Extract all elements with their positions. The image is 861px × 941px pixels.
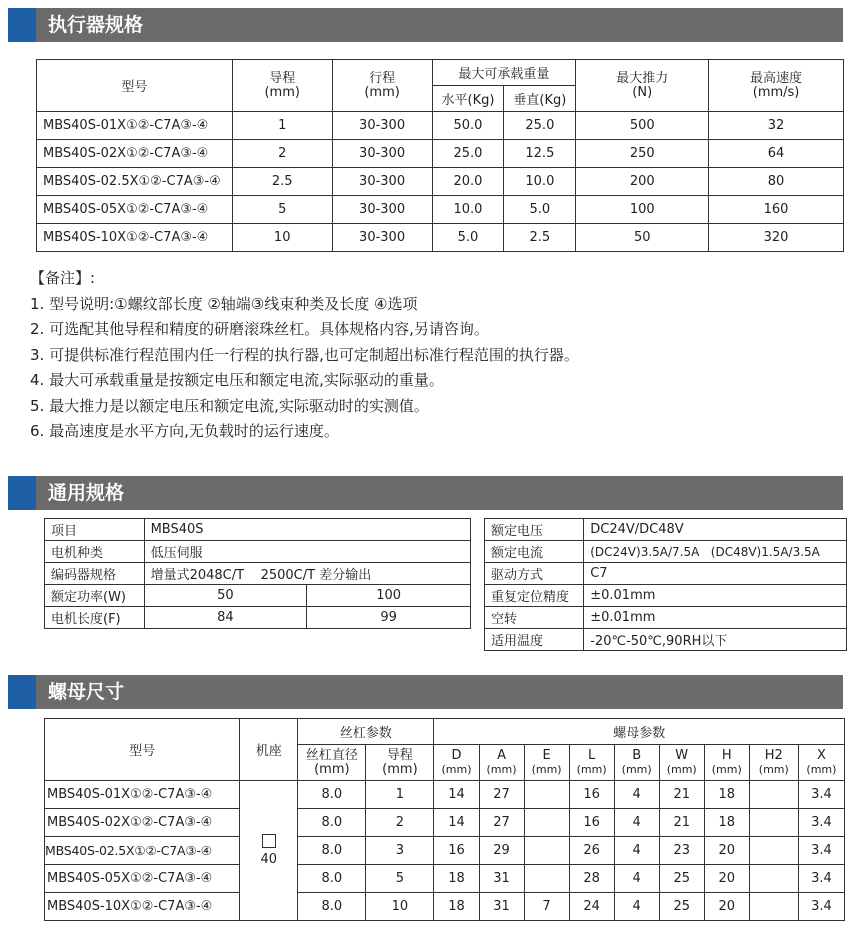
table-row: [45, 781, 845, 809]
value-power-b: 100: [307, 585, 471, 607]
cell-dia: 8.0: [298, 809, 366, 837]
cell-lead: 5: [232, 196, 332, 224]
header-col-l: L (mm): [569, 745, 614, 781]
table-row: [45, 865, 845, 893]
cell-lead: 10: [366, 893, 434, 921]
note-item: 6. 最高速度是水平方向,无负载时的运行速度。: [30, 422, 339, 440]
cell-speed: 32: [709, 112, 844, 140]
cell-model: MBS40S-05X①②-C7A③-④: [37, 196, 233, 224]
section-accent: [8, 8, 36, 42]
cell-w: 25: [659, 893, 704, 921]
label-temperature: 适用温度: [485, 629, 584, 651]
nut-size-table: [44, 718, 845, 921]
cell-x: 3.4: [798, 893, 844, 921]
label-repeat-accuracy: 重复定位精度: [485, 585, 584, 607]
note-item: 5. 最大推力是以额定电压和额定电流,实际驱动时的实测值。: [30, 396, 429, 415]
cell-lead: 10: [232, 224, 332, 252]
header-load-vertical: 垂直(Kg): [504, 86, 576, 112]
header-col-b: B (mm): [614, 745, 659, 781]
cell-x: 3.4: [798, 837, 844, 865]
section-header-general: [8, 476, 843, 510]
cell-thrust: 250: [576, 140, 709, 168]
cell-model: MBS40S-02X①②-C7A③-④: [37, 140, 233, 168]
header-nut-params: 螺母参数: [434, 719, 845, 745]
value-repeat-accuracy: ±0.01mm: [584, 585, 847, 607]
label-power: 额定功率(W): [45, 585, 145, 607]
label-length: 电机长度(F): [45, 607, 145, 629]
header-speed: 最高速度 (mm/s): [709, 60, 844, 112]
value-power-a: 50: [144, 585, 307, 607]
base-value: 40: [260, 852, 278, 867]
cell-e: [524, 837, 569, 865]
cell-dia: 8.0: [298, 865, 366, 893]
header-col-h2: H2 (mm): [749, 745, 798, 781]
section-title: 通用规格: [48, 482, 125, 504]
note-item: 1. 型号说明:①螺纹部长度 ②轴端③线束种类及长度 ④选项: [30, 294, 418, 313]
cell-model: MBS40S-02.5X①②-C7A③-④: [45, 837, 240, 865]
value-encoder: 增量式2048C/T 2500C/T 差分输出: [144, 563, 470, 585]
cell-load-h: 25.0: [432, 140, 504, 168]
cell-w: 25: [659, 865, 704, 893]
cell-model: MBS40S-02.5X①②-C7A③-④: [37, 168, 233, 196]
label-voltage: 额定电压: [485, 519, 584, 541]
section-header-nut: [8, 675, 843, 709]
section-title: 螺母尺寸: [48, 681, 125, 703]
cell-lead: 2: [232, 140, 332, 168]
cell-load-v: 25.0: [504, 112, 576, 140]
note-item: 2. 可选配其他导程和精度的研磨滚珠丝杠。具体规格内容,另请咨询。: [30, 320, 489, 338]
table-row: [37, 196, 844, 224]
header-screw-diameter: 丝杠直径 (mm): [298, 745, 366, 781]
cell-w: 21: [659, 809, 704, 837]
cell-h: 20: [704, 837, 749, 865]
cell-lead: 1: [366, 781, 434, 809]
header-col-a: A (mm): [479, 745, 524, 781]
cell-x: 3.4: [798, 865, 844, 893]
cell-load-h: 5.0: [432, 224, 504, 252]
cell-d: 16: [434, 837, 479, 865]
cell-model: MBS40S-02X①②-C7A③-④: [45, 809, 240, 837]
cell-w: 21: [659, 781, 704, 809]
header-model: 型号: [37, 60, 233, 112]
cell-model: MBS40S-05X①②-C7A③-④: [45, 865, 240, 893]
label-drive: 驱动方式: [485, 563, 584, 585]
cell-l: 26: [569, 837, 614, 865]
cell-h: 20: [704, 865, 749, 893]
cell-lead: 2.5: [232, 168, 332, 196]
cell-b: 4: [614, 809, 659, 837]
actuator-spec-table: [36, 59, 844, 252]
table-row: [37, 112, 844, 140]
cell-base: [240, 781, 298, 921]
header-screw-params: 丝杠参数: [298, 719, 434, 745]
square-icon: [262, 834, 276, 848]
cell-a: 27: [479, 781, 524, 809]
cell-h2: [749, 781, 798, 809]
cell-stroke: 30-300: [332, 168, 432, 196]
cell-l: 16: [569, 809, 614, 837]
cell-e: [524, 809, 569, 837]
cell-l: 28: [569, 865, 614, 893]
cell-h2: [749, 865, 798, 893]
cell-thrust: 50: [576, 224, 709, 252]
cell-load-v: 10.0: [504, 168, 576, 196]
cell-speed: 160: [709, 196, 844, 224]
cell-load-h: 50.0: [432, 112, 504, 140]
cell-load-h: 20.0: [432, 168, 504, 196]
cell-d: 18: [434, 893, 479, 921]
cell-load-h: 10.0: [432, 196, 504, 224]
cell-h: 18: [704, 781, 749, 809]
label-motor: 电机种类: [45, 541, 145, 563]
label-encoder: 编码器规格: [45, 563, 145, 585]
label-idle: 空转: [485, 607, 584, 629]
cell-thrust: 100: [576, 196, 709, 224]
cell-h2: [749, 893, 798, 921]
header-thrust: 最大推力 (N): [576, 60, 709, 112]
cell-b: 4: [614, 865, 659, 893]
cell-b: 4: [614, 837, 659, 865]
cell-a: 27: [479, 809, 524, 837]
section-header-actuator: [8, 8, 843, 42]
cell-stroke: 30-300: [332, 112, 432, 140]
cell-d: 18: [434, 865, 479, 893]
table-row: [37, 224, 844, 252]
table-row: [45, 893, 845, 921]
header-col-e: E (mm): [524, 745, 569, 781]
cell-stroke: 30-300: [332, 196, 432, 224]
cell-x: 3.4: [798, 781, 844, 809]
cell-lead: 2: [366, 809, 434, 837]
value-length-b: 99: [307, 607, 471, 629]
cell-stroke: 30-300: [332, 140, 432, 168]
header-lead: 导程 (mm): [232, 60, 332, 112]
header-col-d: D (mm): [434, 745, 479, 781]
cell-lead: 3: [366, 837, 434, 865]
cell-h2: [749, 809, 798, 837]
cell-l: 24: [569, 893, 614, 921]
cell-b: 4: [614, 893, 659, 921]
header-col-x: X (mm): [798, 745, 844, 781]
notes-title: 【备注】:: [30, 269, 96, 287]
note-item: 4. 最大可承载重量是按额定电压和额定电流,实际驱动的重量。: [30, 371, 444, 389]
table-row: [37, 140, 844, 168]
header-load-horizontal: 水平(Kg): [432, 86, 504, 112]
section-title: 执行器规格: [48, 14, 144, 36]
table-row: [37, 168, 844, 196]
note-item: 3. 可提供标准行程范围内任一行程的执行器,也可定制超出标准行程范围的执行器。: [30, 345, 579, 364]
cell-dia: 8.0: [298, 893, 366, 921]
value-voltage: DC24V/DC48V: [584, 519, 847, 541]
cell-speed: 80: [709, 168, 844, 196]
value-drive: C7: [584, 563, 847, 585]
cell-load-v: 5.0: [504, 196, 576, 224]
cell-lead: 5: [366, 865, 434, 893]
cell-e: [524, 781, 569, 809]
section-accent: [8, 476, 36, 510]
cell-load-v: 12.5: [504, 140, 576, 168]
header-col-h: H (mm): [704, 745, 749, 781]
table-row: [45, 837, 845, 865]
value-current: (DC24V)3.5A/7.5A (DC48V)1.5A/3.5A: [584, 541, 847, 563]
cell-thrust: 500: [576, 112, 709, 140]
cell-h: 20: [704, 893, 749, 921]
cell-d: 14: [434, 781, 479, 809]
cell-speed: 64: [709, 140, 844, 168]
cell-thrust: 200: [576, 168, 709, 196]
cell-load-v: 2.5: [504, 224, 576, 252]
cell-x: 3.4: [798, 809, 844, 837]
general-spec-left: [44, 518, 471, 629]
cell-a: 31: [479, 893, 524, 921]
cell-dia: 8.0: [298, 837, 366, 865]
section-accent: [8, 675, 36, 709]
cell-h: 18: [704, 809, 749, 837]
cell-speed: 320: [709, 224, 844, 252]
value-temperature: -20℃-50℃,90RH以下: [584, 629, 847, 651]
cell-e: [524, 865, 569, 893]
cell-h2: [749, 837, 798, 865]
cell-w: 23: [659, 837, 704, 865]
cell-a: 29: [479, 837, 524, 865]
label-item: 项目: [45, 519, 145, 541]
cell-a: 31: [479, 865, 524, 893]
label-current: 额定电流: [485, 541, 584, 563]
value-motor: 低压伺服: [144, 541, 470, 563]
table-row: [45, 809, 845, 837]
cell-b: 4: [614, 781, 659, 809]
cell-model: MBS40S-01X①②-C7A③-④: [37, 112, 233, 140]
cell-dia: 8.0: [298, 781, 366, 809]
header-screw-lead: 导程 (mm): [366, 745, 434, 781]
cell-model: MBS40S-01X①②-C7A③-④: [45, 781, 240, 809]
cell-d: 14: [434, 809, 479, 837]
value-length-a: 84: [144, 607, 307, 629]
header-model: 型号: [45, 719, 240, 781]
header-load: 最大可承载重量: [432, 60, 576, 86]
cell-e: 7: [524, 893, 569, 921]
header-base: 机座: [240, 719, 298, 781]
notes-block: [30, 266, 579, 445]
cell-lead: 1: [232, 112, 332, 140]
cell-model: MBS40S-10X①②-C7A③-④: [37, 224, 233, 252]
value-item: MBS40S: [144, 519, 470, 541]
cell-l: 16: [569, 781, 614, 809]
header-col-w: W (mm): [659, 745, 704, 781]
value-idle: ±0.01mm: [584, 607, 847, 629]
general-spec-right: [484, 518, 847, 651]
cell-stroke: 30-300: [332, 224, 432, 252]
cell-model: MBS40S-10X①②-C7A③-④: [45, 893, 240, 921]
header-stroke: 行程 (mm): [332, 60, 432, 112]
